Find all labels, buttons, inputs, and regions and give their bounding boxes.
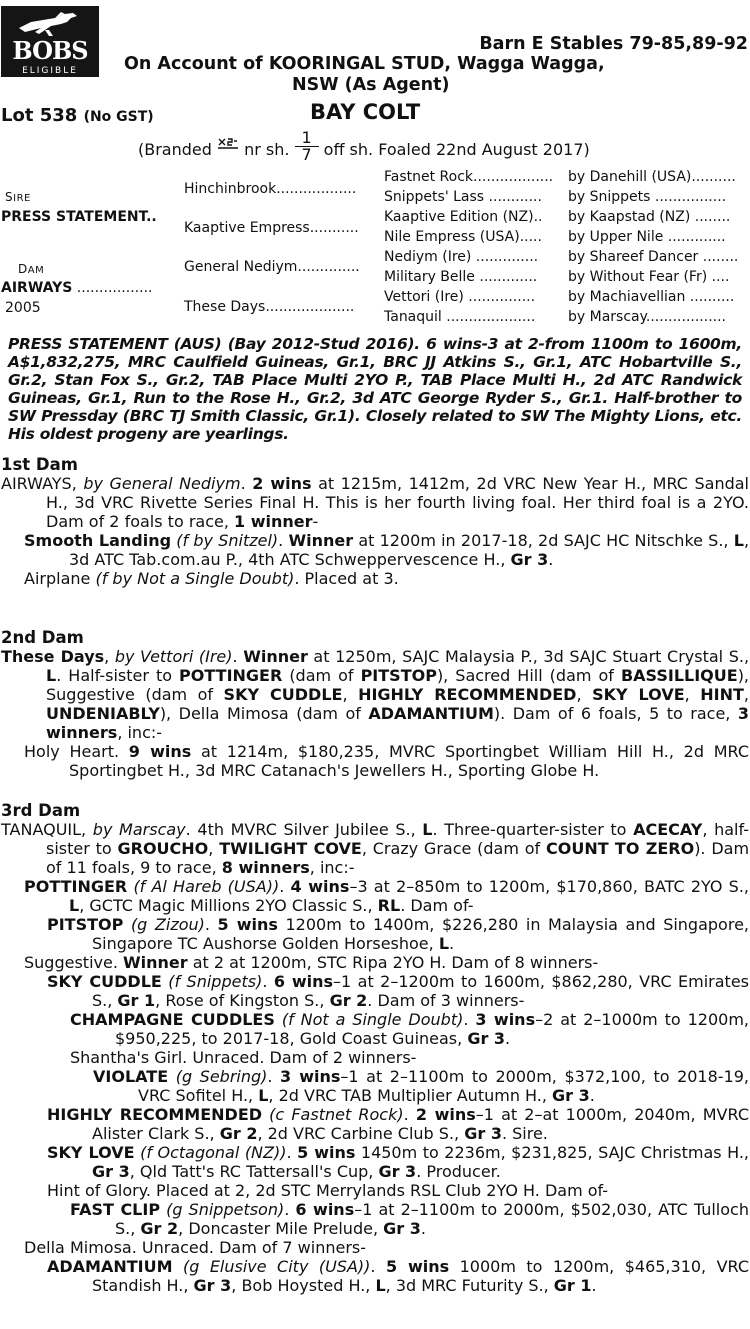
lot-title: BAY COLT <box>310 100 421 124</box>
second-dam-entry: These Days, by Vettori (Ire). Winner at 1250m, SAJC Malaysia P., 3d SAJC Stuart Crystal S., L. Half-sister to POTTINGER (dam of PITSTOP), Sacred Hill (dam of BASSILLIQUE), Suggestive (dam of SKY CUDDLE, HIGHLY RECOMMENDED, SKY LOVE, HINT, UNDENIABLY), Della Mimosa (dam of ADAMANTIUM). Dam of 6 foals, 5 to race, 3 winners, inc:- <box>1 647 750 742</box>
dam-label: DAM <box>18 262 45 276</box>
third-dam-heading: 3rd Dam <box>1 801 81 820</box>
sire-dam: Kaaptive Empress........... <box>184 220 359 236</box>
progeny-entry: Hint of Glory. Placed at 2, 2d STC Merrylands RSL Club 2YO H. Dam of- <box>47 1181 609 1200</box>
progeny-entry: SKY CUDDLE (f Snippets). 6 wins–1 at 2–1200m to 1600m, $862,280, VRC Emirates S., Gr 1, Rose of Kingston S., Gr 2. Dam of 3 winners- <box>47 972 750 1010</box>
brand-foaling-line: (Branded nr sh. $\frac{1}{7}$ off sh. Foaled 22nd August 2017) <box>138 128 590 164</box>
progeny-entry: Della Mimosa. Unraced. Dam of 7 winners- <box>24 1238 366 1257</box>
logo-text: BOBS <box>12 36 88 65</box>
third-dam-entry: TANAQUIL, by Marscay. 4th MVRC Silver Jubilee S., L. Three-quarter-sister to ACECAY, half-sister to GROUCHO, TWILIGHT COVE, Crazy Grace (dam of COUNT TO ZERO). Dam of 11 foals, 9 to race, 8 winners, inc:- <box>1 820 750 877</box>
ancestor-8: Tanaquil .................... <box>384 309 536 325</box>
progeny-entry: Airplane (f by Not a Single Doubt). Placed at 3. <box>24 569 399 588</box>
progeny-entry: CHAMPAGNE CUDDLES (f Not a Single Doubt). 3 wins–2 at 2–1000m to 1200m, $950,225, to 2017-18, Gold Coast Guineas, Gr 3. <box>70 1010 750 1048</box>
ancestor-7: Vettori (Ire) ............... <box>384 289 536 305</box>
first-dam-heading: 1st Dam <box>1 455 78 474</box>
fraction-numerator: 1 <box>295 130 319 147</box>
vendor-line-2: NSW (As Agent) <box>292 75 450 95</box>
lot-number: Lot 538 (No GST) <box>1 105 154 126</box>
progeny-entry: SKY LOVE (f Octagonal (NZ)). 5 wins 1450m to 2236m, $231,825, SAJC Christmas H., Gr 3, Qld Tatt's RC Tattersall's Cup, Gr 3. Producer. <box>47 1143 750 1181</box>
ancestor-1: Fastnet Rock.................. <box>384 169 554 185</box>
vendor-line-1: On Account of KOORINGAL STUD, Wagga Wagga, <box>124 54 605 74</box>
progeny-entry: POTTINGER (f Al Hareb (USA)). 4 wins–3 at 2–850m to 1200m, $170,860, BATC 2YO S., L, GCTC Magic Millions 2YO Classic S., RL. Dam of- <box>24 877 750 915</box>
ancestor-sire-7: by Machiavellian .......... <box>568 289 735 305</box>
logo-subtext: ELIGIBLE <box>22 66 78 76</box>
third-dam-section <box>1 801 749 1295</box>
bobs-eligible-logo <box>1 6 99 77</box>
dam-sire: General Nediym.............. <box>184 259 360 275</box>
brand-mark-icon <box>217 137 239 151</box>
progeny-entry: Suggestive. Winner at 2 at 1200m, STC Ripa 2YO H. Dam of 8 winners- <box>24 953 599 972</box>
gst-note: (No GST) <box>83 109 154 125</box>
ancestor-4: Nile Empress (USA)..... <box>384 229 542 245</box>
progeny-entry: Smooth Landing (f by Snitzel). Winner at 1200m in 2017-18, 2d SAJC HC Nitschke S., L, 3d ATC Tab.com.au P., 4th ATC Schweppervescence H., Gr 3. <box>24 531 750 569</box>
ancestor-3: Kaaptive Edition (NZ).. <box>384 209 543 225</box>
dam-name: AIRWAYS ................. <box>1 280 153 296</box>
progeny-entry: PITSTOP (g Zizou). 5 wins 1200m to 1400m, $226,280 in Malaysia and Singapore, Singapore TC Aushorse Golden Horseshoe, L. <box>47 915 749 953</box>
sire-summary: PRESS STATEMENT (AUS) (Bay 2012-Stud 2016). 6 wins-3 at 2-from 1100m to 1600m, A$1,832,275, MRC Caulfield Guineas, Gr.1, BRC JJ Atkins S., Gr.1, ATC Hobartville S., Gr.2, Stan Fox S., Gr.2, TAB Place Multi 2YO P., TAB Place Multi H., 2d ATC Randwick Guineas, Gr.1, Run to the Rose H., Gr.2, 3d ATC George Ryder S., Gr.1. Half-brother to SW Pressday (BRC TJ Smith Classic, Gr.1). Closely related to SW The Mighty Lions, etc. His oldest progeny are yearlings. <box>8 335 742 443</box>
ancestor-sire-2: by Snippets ................ <box>568 189 727 205</box>
second-dam-section <box>1 628 749 780</box>
progeny-entry: Holy Heart. 9 wins at 1214m, $180,235, MVRC Sportingbet William Hill H., 2d MRC Sportingbet H., 3d MRC Catanach's Jewellers H., Sporting Globe H. <box>24 742 750 780</box>
progeny-entry: ADAMANTIUM (g Elusive City (USA)). 5 wins 1000m to 1200m, $465,310, VRC Standish H., Gr 3, Bob Hoysted H., L, 3d MRC Futurity S., Gr 1. <box>47 1257 750 1295</box>
ancestor-sire-5: by Shareef Dancer ........ <box>568 249 739 265</box>
dam-foaled-year: 2005 <box>5 300 41 316</box>
second-dam-heading: 2nd Dam <box>1 628 84 647</box>
progeny-entry: VIOLATE (g Sebring). 3 wins–1 at 2–1100m to 2000m, $372,100, to 2018-19, VRC Sofitel H., L, 2d VRC TAB Multiplier Autumn H., Gr 3. <box>93 1067 750 1105</box>
ancestor-sire-1: by Danehill (USA).......... <box>568 169 736 185</box>
progeny-entry: Shantha's Girl. Unraced. Dam of 2 winners- <box>70 1048 417 1067</box>
ancestor-sire-8: by Marscay.................. <box>568 309 727 325</box>
sire-name: PRESS STATEMENT.. <box>1 209 157 225</box>
sire-sire: Hinchinbrook.................. <box>184 181 357 197</box>
sire-label: SIRE <box>5 190 31 204</box>
ancestor-sire-4: by Upper Nile ............. <box>568 229 726 245</box>
progeny-entry: FAST CLIP (g Snippetson). 6 wins–1 at 2–1100m to 2000m, $502,030, ATC Tulloch S., Gr 2, Doncaster Mile Prelude, Gr 3. <box>70 1200 749 1238</box>
stables-location: Barn E Stables 79-85,89-92 <box>479 34 748 54</box>
progeny-entry: HIGHLY RECOMMENDED (c Fastnet Rock). 2 wins–1 at 2–at 1000m, 2040m, MVRC Alister Clark S., Gr 2, 2d VRC Carbine Club S., Gr 3. Sire. <box>47 1105 749 1143</box>
dam-dam: These Days.................... <box>184 299 355 315</box>
ancestor-6: Military Belle ............. <box>384 269 538 285</box>
first-dam-entry: AIRWAYS, by General Nediym. 2 wins at 1215m, 1412m, 2d VRC New Year H., MRC Sandal H., 3d VRC Rivette Series Final H. This is her fourth living foal. Her third foal is a 2YO. Dam of 2 foals to race, 1 winner- <box>1 474 750 531</box>
racehorse-icon <box>15 10 85 38</box>
ancestor-2: Snippets' Lass ............ <box>384 189 542 205</box>
ancestor-sire-6: by Without Fear (Fr) .... <box>568 269 730 285</box>
ancestor-sire-3: by Kaapstad (NZ) ........ <box>568 209 731 225</box>
ancestor-5: Nediym (Ire) .............. <box>384 249 539 265</box>
first-dam-section <box>1 455 749 588</box>
fraction-denominator: 7 <box>301 145 312 164</box>
